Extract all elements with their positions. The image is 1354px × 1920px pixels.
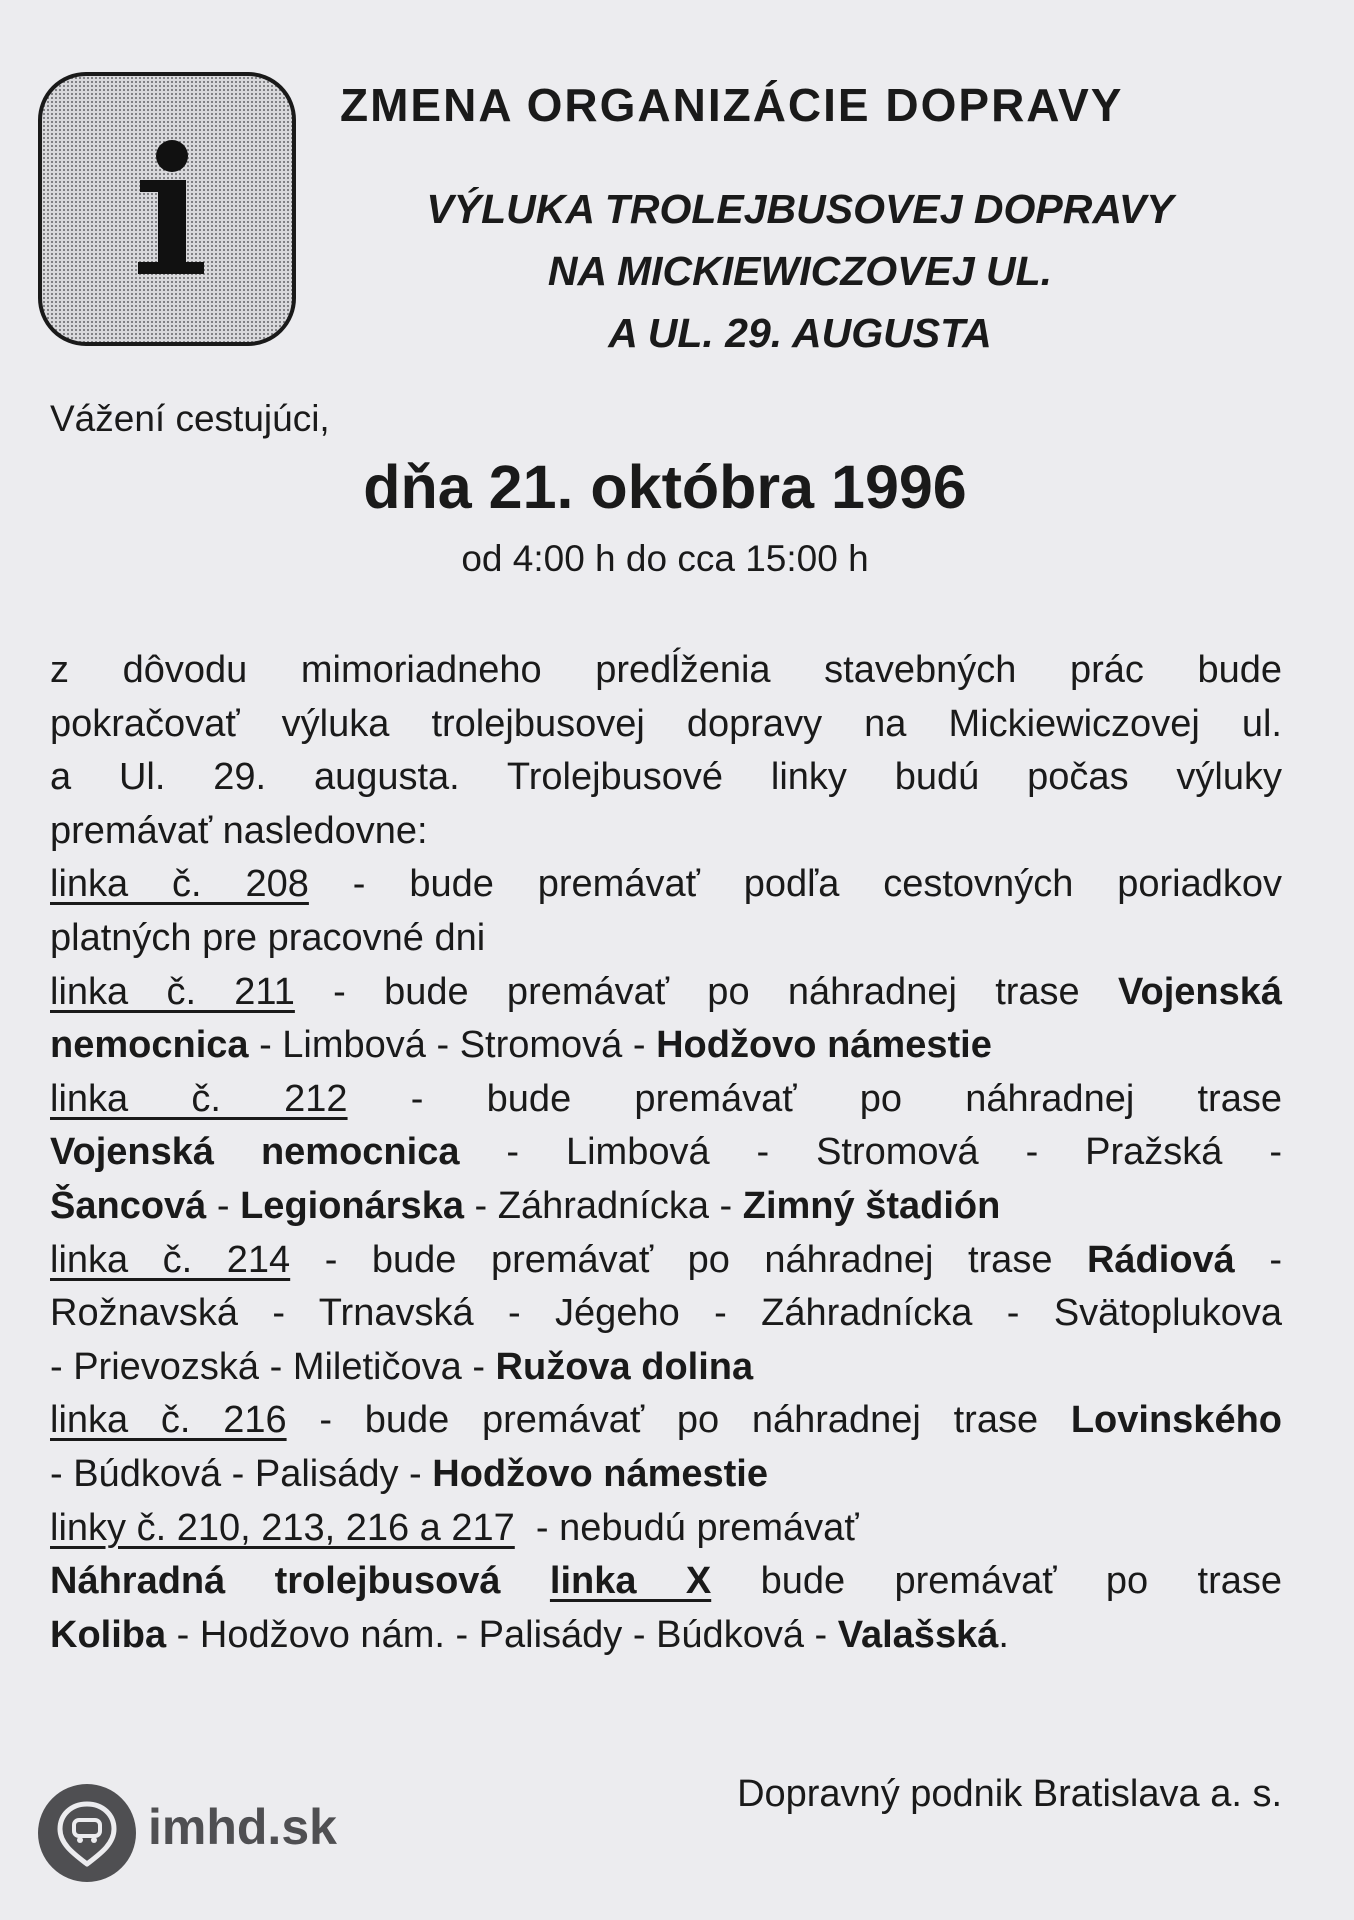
line-212-sep: - [206, 1184, 241, 1227]
line-211-row [50, 966, 1282, 1020]
line-x-row [50, 1609, 1282, 1663]
line-216-route: - Búdková - Palisády - [50, 1452, 433, 1495]
line-208-row: platných pre pracovné dni [50, 916, 486, 959]
greeting: Vážení cestujúci, [50, 398, 330, 439]
line-214-terminus: Ružova dolina [495, 1345, 754, 1388]
line-x-end: . [998, 1613, 1009, 1656]
line-211-stop: Vojenská [1117, 970, 1283, 1013]
line-208-row [50, 858, 1282, 912]
line-214-stop: Rádiová [1086, 1238, 1235, 1281]
cancelled-lines-text: - nebudú premávať [514, 1506, 859, 1549]
line-212-route: - Záhradnícka - [463, 1184, 743, 1227]
line-211-label: linka č. 211 [50, 970, 295, 1013]
line-216-terminus: Hodžovo námestie [432, 1452, 768, 1495]
line-x-route: - Hodžovo nám. - Palisády - Búdková - [166, 1613, 838, 1656]
line-211-row [50, 1019, 1282, 1073]
intro-line: premávať nasledovne: [50, 809, 428, 852]
line-216-stop: Lovinského [1070, 1399, 1282, 1442]
notice-body [50, 644, 1282, 1662]
signature: Dopravný podnik Bratislava a. s. [737, 1773, 1282, 1815]
line-214-text: - bude premávať po náhradnej trase [290, 1238, 1087, 1281]
line-214-row [50, 1341, 1282, 1395]
line-214-label: linka č. 214 [50, 1238, 291, 1281]
line-x-terminus: Valašská [837, 1613, 999, 1656]
intro-line: a Ul. 29. augusta. Trolejbusové linky budú počas výluky [50, 756, 1282, 799]
line-212-row [50, 1126, 1282, 1180]
line-216-label: linka č. 216 [50, 1399, 287, 1442]
line-x-label: linka X [549, 1560, 712, 1603]
line-x-text: bude premávať po trase [711, 1560, 1283, 1603]
line-212-stop: Šancová [50, 1184, 207, 1227]
line-214-row [50, 1234, 1282, 1288]
intro-line: pokračovať výluka trolejbusovej dopravy na Mickiewiczovej ul. [50, 702, 1282, 745]
line-212-route: - Limbová - Stromová - Pražská - [459, 1131, 1282, 1174]
closure-date: dňa 21. októbra 1996 [363, 453, 967, 521]
line-214-dash: - [1234, 1238, 1282, 1281]
line-214-route: - Prievozská - Miletičova - [50, 1345, 496, 1388]
line-212-row [50, 1073, 1282, 1127]
subtitle-line: NA MICKIEWICZOVEJ UL. [547, 248, 1053, 294]
intro-line: z dôvodu mimoriadneho predĺženia stavebných prác bude [50, 649, 1282, 691]
line-212-terminus: Zimný štadión [742, 1184, 1001, 1227]
imhd-watermark-text: imhd.sk [148, 1799, 337, 1855]
line-212-stop: Vojenská nemocnica [50, 1131, 460, 1174]
line-x-lead: Náhradná trolejbusová [50, 1560, 550, 1603]
line-216-text: - bude premávať po náhradnej trase [286, 1399, 1071, 1442]
info-icon [38, 72, 296, 346]
line-212-label: linka č. 212 [50, 1077, 348, 1120]
line-211-text: - bude premávať po náhradnej trase [294, 970, 1118, 1013]
line-211-route: - Limbová - Stromová - [248, 1024, 657, 1067]
line-208-text: - bude premávať podľa cestovných poriadkov [308, 863, 1282, 906]
notice-subtitle [320, 178, 1280, 364]
notice-title: ZMENA ORGANIZÁCIE DOPRAVY [340, 79, 1124, 131]
closure-time: od 4:00 h do cca 15:00 h [461, 538, 869, 579]
line-212-stop: Legionárska [240, 1184, 464, 1227]
cancelled-lines-row [50, 1502, 1282, 1556]
line-216-row [50, 1448, 1282, 1502]
subtitle-line: VÝLUKA TROLEJBUSOVEJ DOPRAVY [426, 186, 1174, 232]
line-212-row [50, 1180, 1282, 1234]
line-x-row [50, 1555, 1282, 1609]
line-214-row: Rožnavská - Trnavská - Jégeho - Záhradnícka - Svätoplukova [50, 1292, 1282, 1335]
line-212-text: - bude premávať po náhradnej trase [347, 1077, 1282, 1120]
line-208-label: linka č. 208 [50, 863, 309, 906]
line-211-terminus: Hodžovo námestie [656, 1024, 992, 1067]
line-211-stop: nemocnica [50, 1024, 249, 1067]
line-216-row [50, 1394, 1282, 1448]
subtitle-line: A UL. 29. AUGUSTA [608, 310, 992, 356]
imhd-logo-icon [38, 1784, 136, 1882]
cancelled-lines-label: linky č. 210, 213, 216 a 217 [50, 1506, 515, 1549]
line-x-stop: Koliba [50, 1613, 167, 1656]
